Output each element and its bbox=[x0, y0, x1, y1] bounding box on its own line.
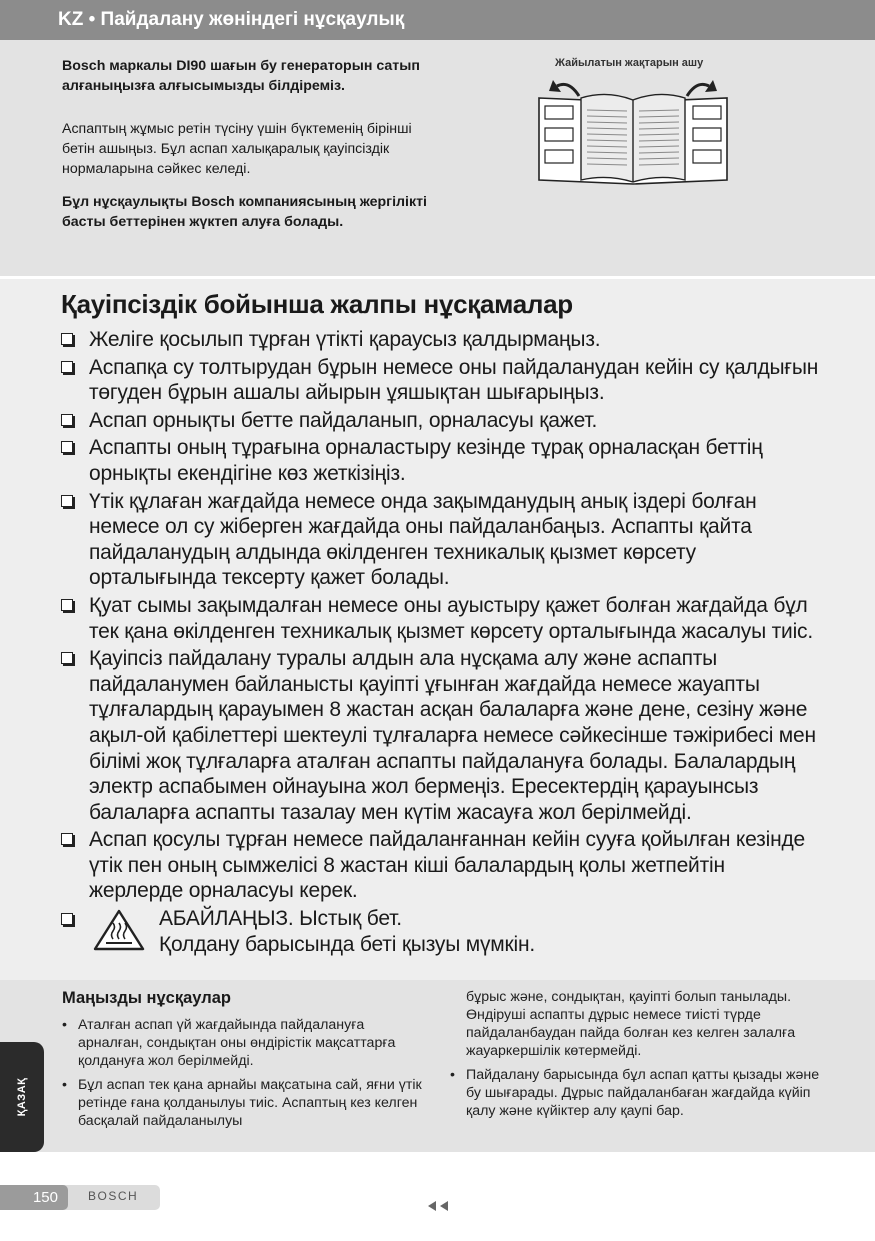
bullet: • bbox=[62, 1017, 67, 1033]
note-continuation: бұрыс және, сондықтан, қауіпті болып танылады. Өндіруші аспапты дұрыс немесе тиісті түрде пайдаланбаудан пайда болған кез келген залалға жауаркершілік көтермейді. bbox=[466, 989, 796, 1059]
warning-line-2: Қолдану барысында беті қызуы мүмкін. bbox=[159, 932, 535, 956]
intro-panel bbox=[0, 40, 875, 276]
safety-list bbox=[61, 327, 821, 962]
intro-thanks: Bosch маркалы DI90 шағын бу генераторын сатып алғаныңызға алғысымызды білдіреміз. bbox=[62, 58, 420, 94]
safety-item: Үтік құлаған жағдайда немесе онда зақымданудың анық іздері болған немесе ол су жіберген жағдайда оны пайдаланбаңыз. Аспапты қайта пайдаланудың алдында өкілденген техникалық қызмет көрсету орталығында тексерту қажет болады. bbox=[61, 489, 821, 591]
safety-item: Қауіпсіз пайдалану туралы алдын ала нұсқама алу және аспапты пайдаланумен байланысты қауіпті ұғынған жағдайда немесе жауапты тұлғалардың қарауымен 8 жастан асқан балаларға және дене, сезіну және ақыл-ой қабілеттері шектеулі тұлғаларға немесе сәйкесінше тәжірибесі мен білімі жоқ тұлғаларға аталған аспапты пайдалануға болады. Балалардың электр аспабымен ойнауына жол бермеңіз. Ересектердің қарауынсыз балаларға аспапты тазалау мен күтім жасауға жол берілмейді. bbox=[61, 646, 821, 825]
safety-title: Қауіпсіздік бойынша жалпы нұсқамалар bbox=[61, 289, 573, 319]
note-item: • Бұл аспап тек қана арнайы мақсатына сай, яғни үтік ретінде ғана қолданылуы тиіс. Аспаптың кез келген басқалай пайдаланылуы bbox=[62, 1077, 422, 1129]
page-number: 150 bbox=[0, 1185, 68, 1210]
checkbox-icon bbox=[61, 833, 73, 845]
bullet: • bbox=[62, 1077, 67, 1093]
warning-text bbox=[159, 906, 535, 957]
checkbox-icon bbox=[61, 913, 73, 925]
header-title: KZ • Пайдалану жөніндегі нұсқаулық bbox=[58, 9, 405, 30]
hot-surface-warning bbox=[61, 906, 821, 960]
language-side-tab bbox=[0, 1042, 44, 1152]
intro-text bbox=[62, 56, 442, 245]
notes-column-2 bbox=[450, 988, 830, 1126]
intro-paragraph: Аспаптың жұмыс ретін түсіну үшін бүктеменің бірінші бетін ашыңыз. Бұл аспап халықаралық қауіпсіздік нормаларына сәйкес келеді. bbox=[62, 121, 412, 177]
safety-item: Аспапқа су толтырудан бұрын немесе оны пайдаланудан кейін су қалдығын төгуден бұрын ашалы айырын ұяшықтан шығарыңыз. bbox=[61, 355, 821, 406]
checkbox-icon bbox=[61, 495, 73, 507]
warning-line-1: АБАЙЛАҢЫЗ. Ыстық бет. bbox=[159, 907, 402, 931]
notes-title: Маңызды нұсқаулар bbox=[62, 989, 231, 1007]
open-foldout-booklet-icon bbox=[535, 76, 731, 204]
language-label: ҚАЗАҚ bbox=[16, 1077, 28, 1117]
safety-item: Аспапты оның тұрағына орналастыру кезінде тұрақ орналасқан беттің орнықты екендігіне көз жеткізіңіз. bbox=[61, 435, 821, 486]
checkbox-icon bbox=[61, 441, 73, 453]
safety-item: Қуат сымы зақымдалған немесе оны ауыстыру қажет болған жағдайда бұл тек қана өкілденген техникалық қызмет көрсету орталығында жасалуы тиіс. bbox=[61, 593, 821, 644]
notes-column-1 bbox=[62, 1016, 422, 1136]
safety-item: Аспап қосулы тұрған немесе пайдаланғаннан кейін сууға қойылған кезінде үтік пен оның сымжелісі 8 жастан кіші балалардың қолы жетпейтін жерлерде орналасуы керек. bbox=[61, 827, 821, 904]
checkbox-icon bbox=[61, 333, 73, 345]
checkbox-icon bbox=[61, 414, 73, 426]
safety-section bbox=[0, 279, 875, 980]
previous-page-arrows-icon[interactable] bbox=[426, 1200, 450, 1212]
intro-download-note: Бұл нұсқаулықты Bosch компаниясының жергілікті басты беттерінен жүктеп алуға болады. bbox=[62, 194, 427, 230]
page-header bbox=[0, 0, 875, 40]
checkbox-icon bbox=[61, 361, 73, 373]
hot-surface-warning-icon bbox=[93, 908, 145, 952]
safety-item: Аспап орнықты бетте пайдаланып, орналасуы қажет. bbox=[61, 408, 821, 434]
note-item: • Пайдалану барысында бұл аспап қатты қызады және бу шығарады. Дұрыс пайдаланбаған жағдайда күйіп қалу және күйіктер алу қаупі бар. bbox=[450, 1067, 820, 1119]
important-notes-section bbox=[0, 980, 875, 1152]
safety-item: Желіге қосылып тұрған үтікті қараусыз қалдырмаңыз. bbox=[61, 327, 821, 353]
checkbox-icon bbox=[61, 652, 73, 664]
checkbox-icon bbox=[61, 599, 73, 611]
bullet: • bbox=[450, 1067, 455, 1083]
brand-name: BOSCH bbox=[88, 1189, 139, 1203]
note-item: • Аталған аспап үй жағдайында пайдалануға арналған, сондықтан оны өндірістік мақсаттарға қолдануға жол берілмейді. bbox=[62, 1017, 396, 1069]
foldout-caption: Жайылатын жақтарын ашу bbox=[555, 57, 704, 69]
